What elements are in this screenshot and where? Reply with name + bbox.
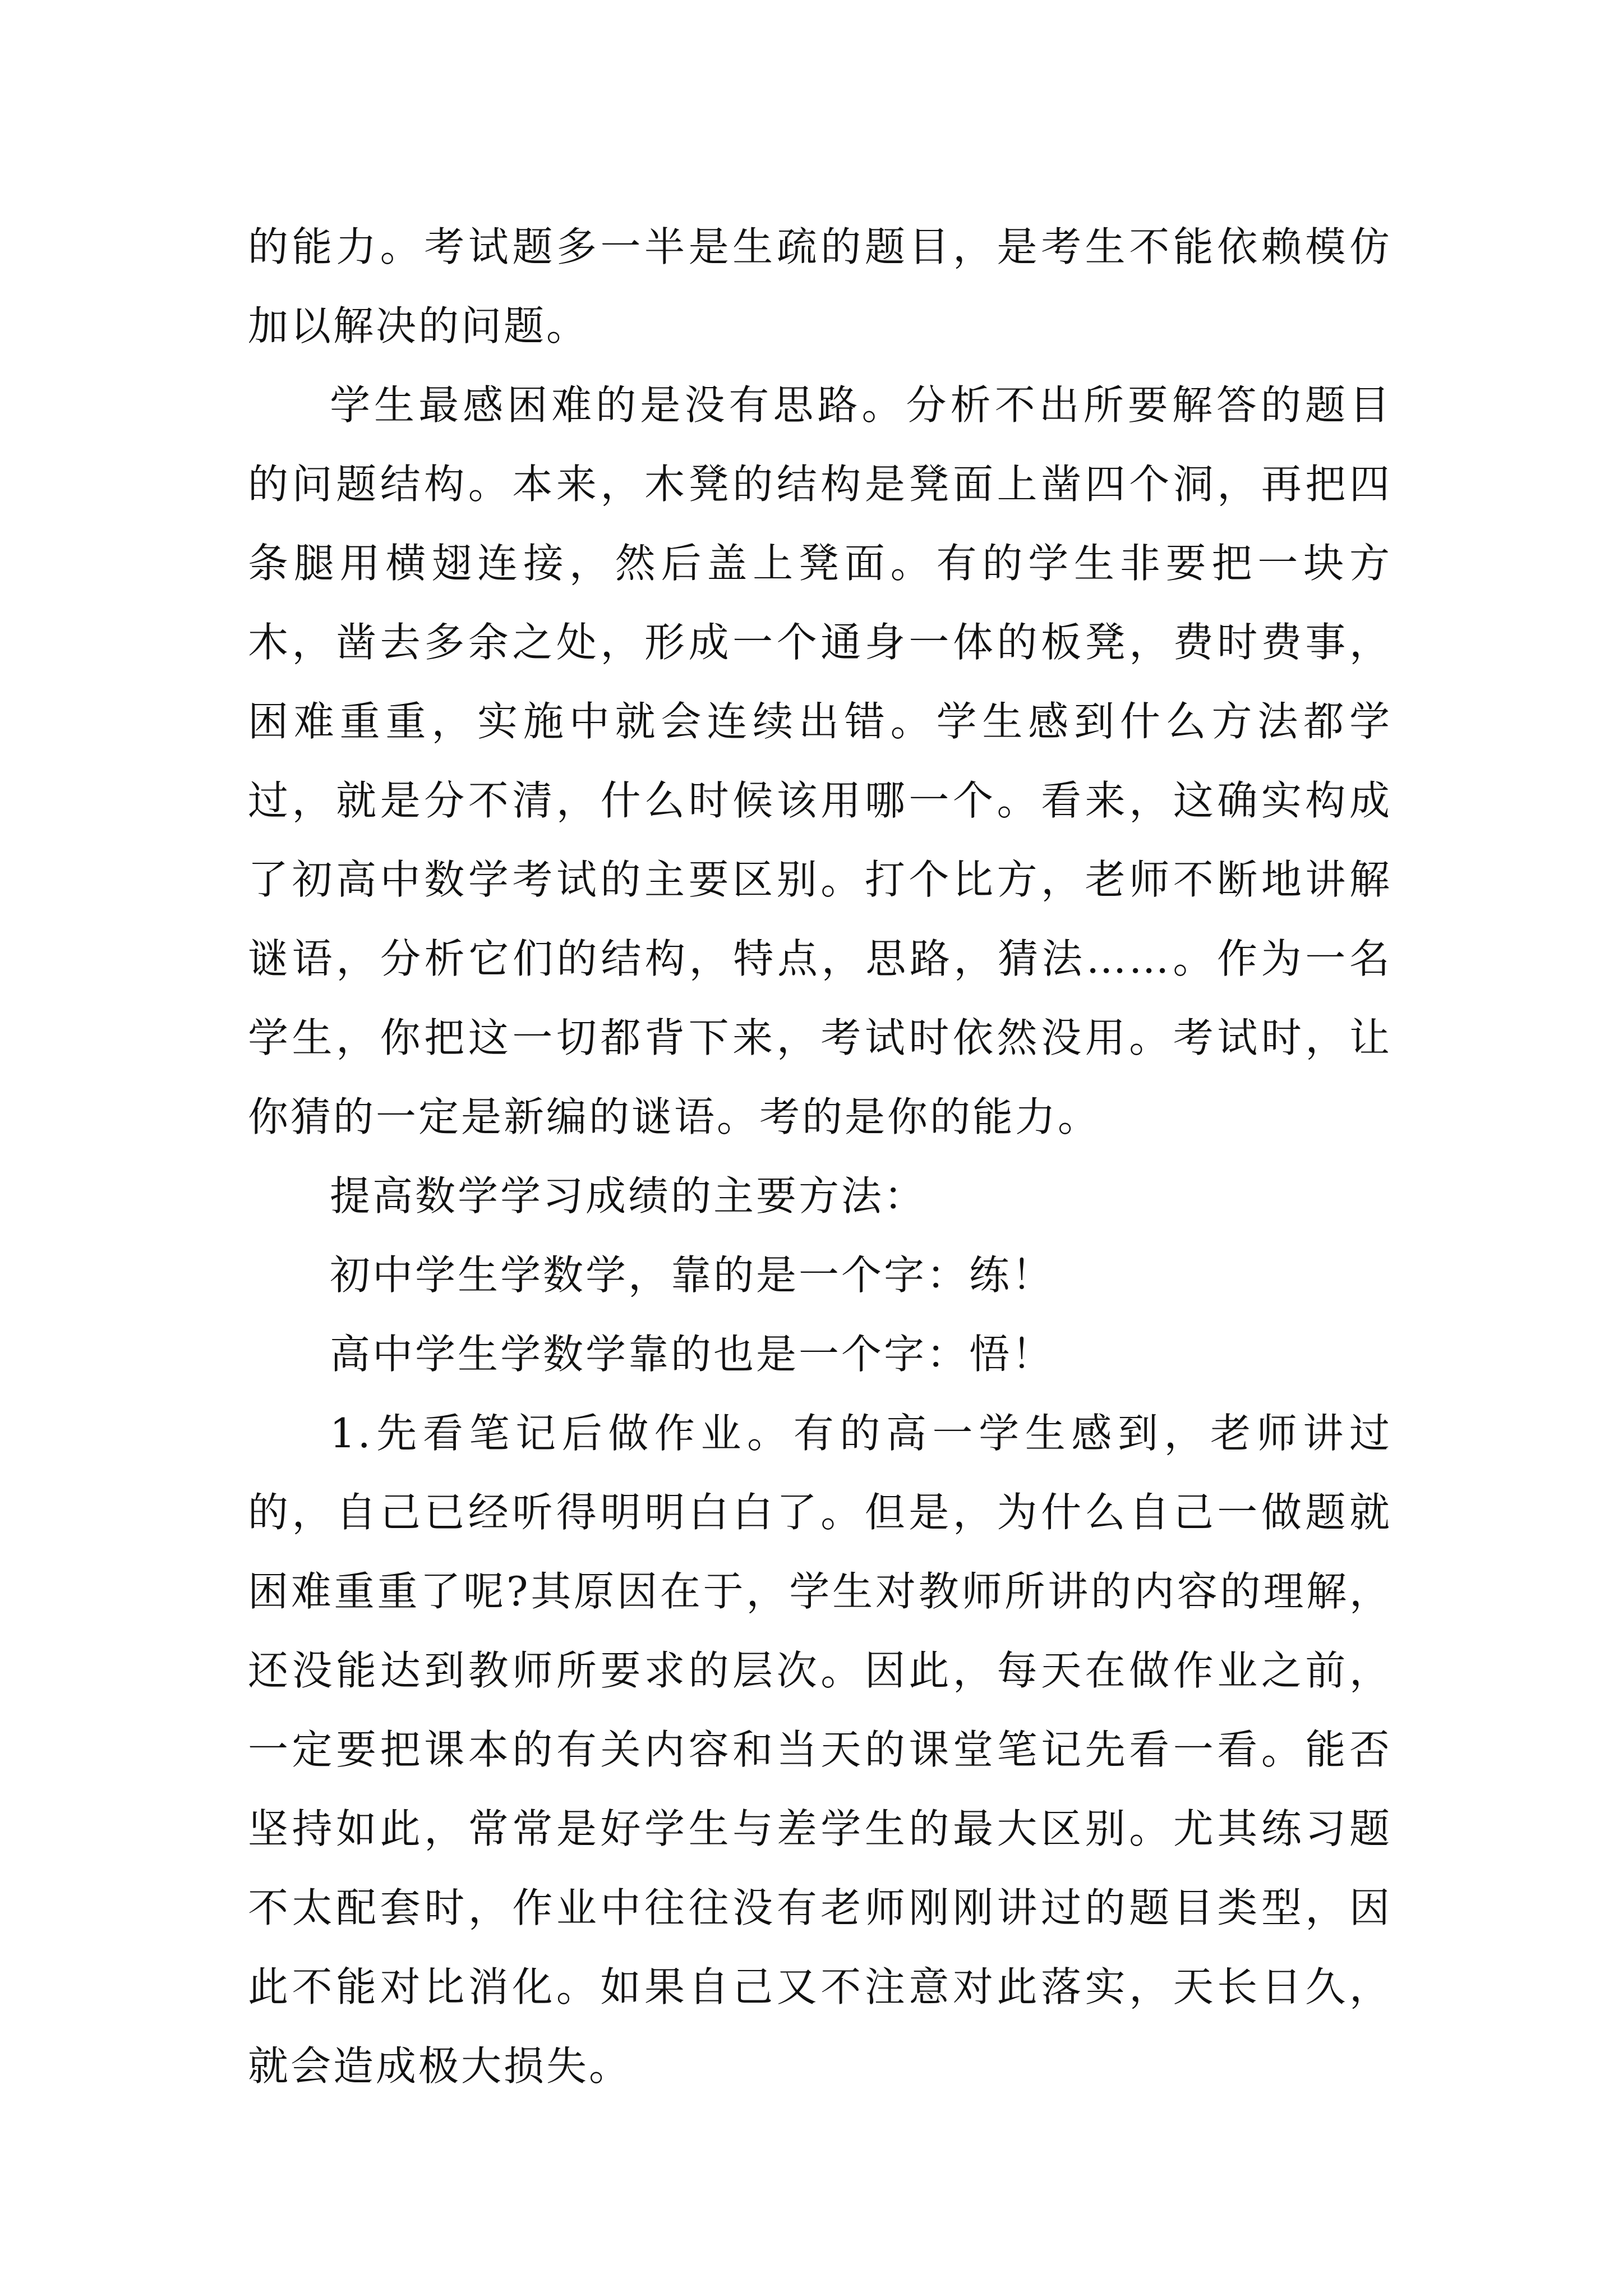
paragraph-no-idea: 学生最感困难的是没有思路。分析不出所要解答的题目的问题结构。本来，木凳的结构是凳面上凿四个洞，再把四条腿用横翅连接，然后盖上凳面。有的学生非要把一块方木，凿去多余之处，形成一个通身一体的板凳，费时费事，困难重重，实施中就会连续出错。学生感到什么方法都学过，就是分不清，什么时候该用哪一个。看来，这确实构成了初高中数学考试的主要区别。打个比方，老师不断地讲解谜语，分析它们的结构，特点，思路，猜法……。作为一名学生，你把这一切都背下来，考试时依然没用。考试时，让你猜的一定是新编的谜语。考的是你的能力。 (248, 381, 1392, 1140)
body-text (248, 208, 1392, 2106)
paragraph-notes-first: 1.先看笔记后做作业。有的高一学生感到，老师讲过的，自己已经听得明明白白了。但是，为什么自己一做题就困难重重了呢?其原因在于，学生对教师所讲的内容的理解，还没能达到教师所要求的层次。因此，每天在做作业之前，一定要把课本的有关内容和当天的课堂笔记先看一看。能否坚持如此，常常是好学生与差学生的最大区别。尤其练习题不太配套时，作业中往往没有老师刚刚讲过的题目类型，因此不能对比消化。如果自己又不注意对此落实，天长日久，就会造成极大损失。 (248, 1410, 1392, 2090)
paragraph-senior-insight: 高中学生学数学靠的也是一个字：悟！ (330, 1331, 1055, 1378)
paragraph-continuation: 的能力。考试题多一半是生疏的题目，是考生不能依赖模仿加以解决的问题。 (248, 223, 1392, 349)
paragraph-junior-practice: 初中学生学数学，靠的是一个字：练！ (330, 1251, 1055, 1299)
paragraph-methods-heading: 提高数学学习成绩的主要方法： (330, 1172, 927, 1220)
